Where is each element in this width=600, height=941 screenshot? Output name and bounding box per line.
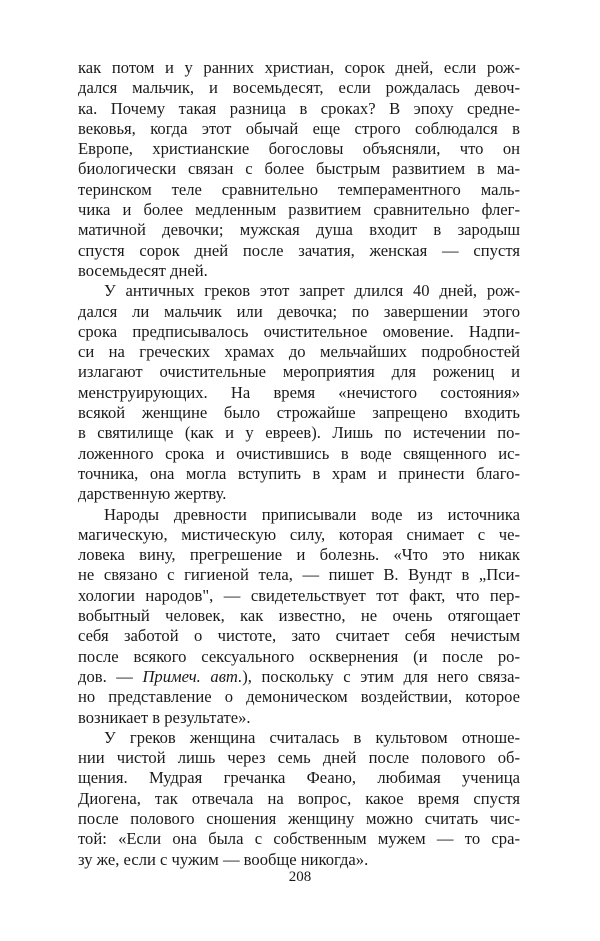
text-line: точника, она могла вступить в храм и принести благо- bbox=[78, 463, 520, 483]
text-line: хологии народов", — свидетельствует тот факт, что пер- bbox=[78, 585, 520, 605]
text-line: си на греческих храмах до мельчайших подробностей bbox=[78, 342, 520, 362]
text-line: ловека вину, прегрешение и болезнь. «Что это никак bbox=[78, 545, 520, 565]
text-line: срока предписывалось очистительное омовение. Надпи- bbox=[78, 321, 520, 341]
text-line: дался ли мальчик или девочка; по завершении этого bbox=[78, 301, 520, 321]
text-line: всякой женщине было строжайше запрещено входить bbox=[78, 403, 520, 423]
text-line: после полового сношения женщину можно считать чис- bbox=[78, 808, 520, 828]
text-line: магическую, мистическую силу, которая снимает с че- bbox=[78, 524, 520, 544]
paragraph bbox=[78, 281, 520, 504]
text-line: восемьдесят дней. bbox=[78, 260, 208, 280]
text-line: спустя сорок дней после зачатия, женская — спустя bbox=[78, 240, 520, 260]
text-line: возникает в результате». bbox=[78, 707, 251, 727]
text-line: вековья, когда этот обычай еще строго соблюдался в bbox=[78, 118, 520, 138]
text-line: дался мальчик, и восемьдесят, если рождалась девоч- bbox=[78, 78, 520, 98]
text-line: менструирующих. На время «нечистого состояния» bbox=[78, 382, 520, 402]
text-line: себя заботой о чистоте, зато считает себя нечистым bbox=[78, 626, 520, 646]
text-line: но представление о демоническом воздействии, которое bbox=[78, 687, 520, 707]
text-line: теринском теле сравнительно темпераментного маль- bbox=[78, 179, 520, 199]
text-line: дарственную жертву. bbox=[78, 484, 227, 504]
text-line: дов. — Примеч. авт.), поскольку с этим для него связа- bbox=[78, 666, 520, 686]
text-line: той: «Если она была с собственным мужем — то сра- bbox=[78, 829, 520, 849]
paragraph bbox=[78, 728, 520, 870]
text-line: нии чистой лишь через семь дней после полового об- bbox=[78, 748, 520, 768]
text-line: в святилище (как и у евреев). Лишь по истечении по- bbox=[78, 423, 520, 443]
text-line: биологически связан с более быстрым развитием в ма- bbox=[78, 159, 520, 179]
text-line: Диогена, так отвечала на вопрос, какое время спустя bbox=[78, 788, 520, 808]
paragraph bbox=[78, 58, 520, 281]
page-number: 208 bbox=[288, 869, 312, 885]
text-line: излагают очистительные мероприятия для рожениц и bbox=[78, 362, 520, 382]
text-line: ложенного срока и очистившись в воде священного ис- bbox=[78, 443, 520, 463]
text-line: чика и более медленным развитием сравнительно флег- bbox=[78, 200, 520, 220]
text-line: Народы древности приписывали воде из источника bbox=[104, 504, 520, 524]
paragraph bbox=[78, 505, 520, 728]
page-body bbox=[78, 58, 520, 870]
text-line: как потом и у ранних христиан, сорок дней, если рож- bbox=[78, 58, 520, 77]
text-line: щения. Мудрая гречанка Феано, любимая ученица bbox=[78, 768, 520, 788]
text-line: У греков женщина считалась в культовом отноше- bbox=[104, 727, 520, 747]
text-line: вобытный человек, как известно, не очень отягощает bbox=[78, 606, 520, 626]
text-line: Европе, христианские богословы объясняли, что он bbox=[78, 139, 520, 159]
text-line: зу же, если с чужим — вообще никогда». bbox=[78, 849, 369, 869]
text-line: не связано с гигиеной тела, — пишет В. Вундт в „Пси- bbox=[78, 565, 520, 585]
text-line: после всякого сексуального осквернения (и после ро- bbox=[78, 646, 520, 666]
text-line: У античных греков этот запрет длился 40 дней, рож- bbox=[104, 281, 520, 301]
text-line: матичной девочки; мужская душа входит в зародыш bbox=[78, 220, 520, 240]
text-line: ка. Почему такая разница в сроках? В эпоху средне- bbox=[78, 98, 520, 118]
